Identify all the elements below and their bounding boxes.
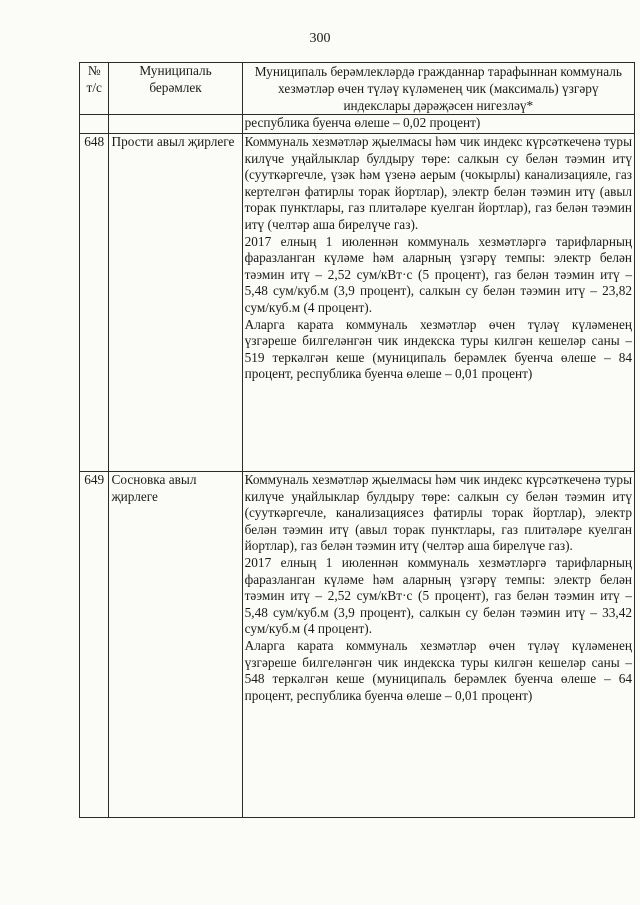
table-row bbox=[80, 472, 635, 818]
continuation-text bbox=[242, 115, 634, 134]
continuation-num bbox=[80, 115, 109, 134]
paragraph-people: Аларга карата коммуналь хезмәтләр өчен түләү күләменең үзгәреше билгеләнгән чик индекска туры килгән кешеләр саны – 548 теркәлгән кеше (муниципаль берәмлек буенча өлеше – 64 процент, республика буенча өлеше – 0,01 процент) bbox=[244, 637, 632, 703]
paragraph-amenities: Коммуналь хезмәтләр җыелмасы һәм чик индекс күрсәткеченә туры килүче уңайлыклар булдыру төре: салкын су белән тәэмин итү (сууткәргечле, үзәк һәм үзенә аерым (чокырлы) канализацияле, газ кертелгән фатирлы торак йортлар), электр белән тәэмин итү (авыл торак пунктлары, газ плитәләре куелган йортлар), газ белән тәэмин итү (челтәр аша бирелүче газ). bbox=[244, 134, 632, 232]
page-number: 300 bbox=[309, 31, 331, 46]
row-municipality: Прости авыл җирлеге bbox=[109, 134, 242, 472]
paragraph-people: Аларга карата коммуналь хезмәтләр өчен түләү күләменең үзгәреше билгеләнгән чик индекска туры килгән кешеләр саны – 519 теркәлгән кеше (муниципаль берәмлек буенча өлеше – 84 процент, республика буенча өлеше – 0,01 процент) bbox=[244, 316, 632, 382]
header-num-text: № т/с bbox=[86, 63, 102, 95]
row-number: 648 bbox=[80, 134, 109, 472]
header-municipality bbox=[109, 63, 242, 115]
tariff-table bbox=[79, 62, 635, 818]
header-num bbox=[80, 63, 109, 115]
header-description bbox=[242, 63, 634, 115]
header-description-text: Муниципаль берәмлекләрдә гражданнар тарафыннан коммуналь хезмәтләр өчен түләү күләменең чик (максималь) үзгәрү индекслары дәрәҗәсен нигезләү* bbox=[254, 64, 622, 113]
row-number: 649 bbox=[80, 472, 109, 818]
row-municipality: Сосновка авыл җирлеге bbox=[109, 472, 242, 818]
header-municipality-text: Муниципаль берәмлек bbox=[139, 63, 212, 95]
row-description bbox=[242, 134, 634, 472]
table-header-row bbox=[80, 63, 635, 115]
paragraph-tariffs: 2017 елның 1 июленнән коммуналь хезмәтләргә тарифларның фаразланган күләме һәм аларның үзгәрү темпы: электр белән тәэмин итү – 2,52 сум/кВт·с (5 процент), газ белән тәэмин итү – 5,48 сум/куб.м (3,9 процент), салкын су белән тәэмин итү – 23,82 сум/куб.м (4 процент). bbox=[244, 233, 632, 315]
row-description bbox=[242, 472, 634, 818]
continuation-line: республика буенча өлеше – 0,02 процент) bbox=[244, 115, 481, 130]
table-row bbox=[80, 134, 635, 472]
continuation-municipality bbox=[109, 115, 242, 134]
paragraph-tariffs: 2017 елның 1 июленнән коммуналь хезмәтләргә тарифларның фаразланган күләме һәм аларның үзгәрү темпы: электр белән тәэмин итү – 2,52 сум/кВт·с (5 процент), газ белән тәэмин итү – 5,48 сум/куб.м (3,9 процент), салкын су белән тәэмин итү – 33,42 сум/куб.м (4 процент). bbox=[244, 554, 632, 637]
paragraph-amenities: Коммуналь хезмәтләр җыелмасы һәм чик индекс күрсәткеченә туры килүче уңайлыклар булдыру төре: салкын су белән тәэмин итү (сууткәргечле, канализациясез фатирлы торак йортлар), электр белән тәэмин итү (авыл торак пунктлары, газ плитәләре куелган йортлар), газ белән тәэмин итү (челтәр аша бирелүче газ). bbox=[244, 472, 632, 554]
continuation-row bbox=[80, 115, 635, 134]
